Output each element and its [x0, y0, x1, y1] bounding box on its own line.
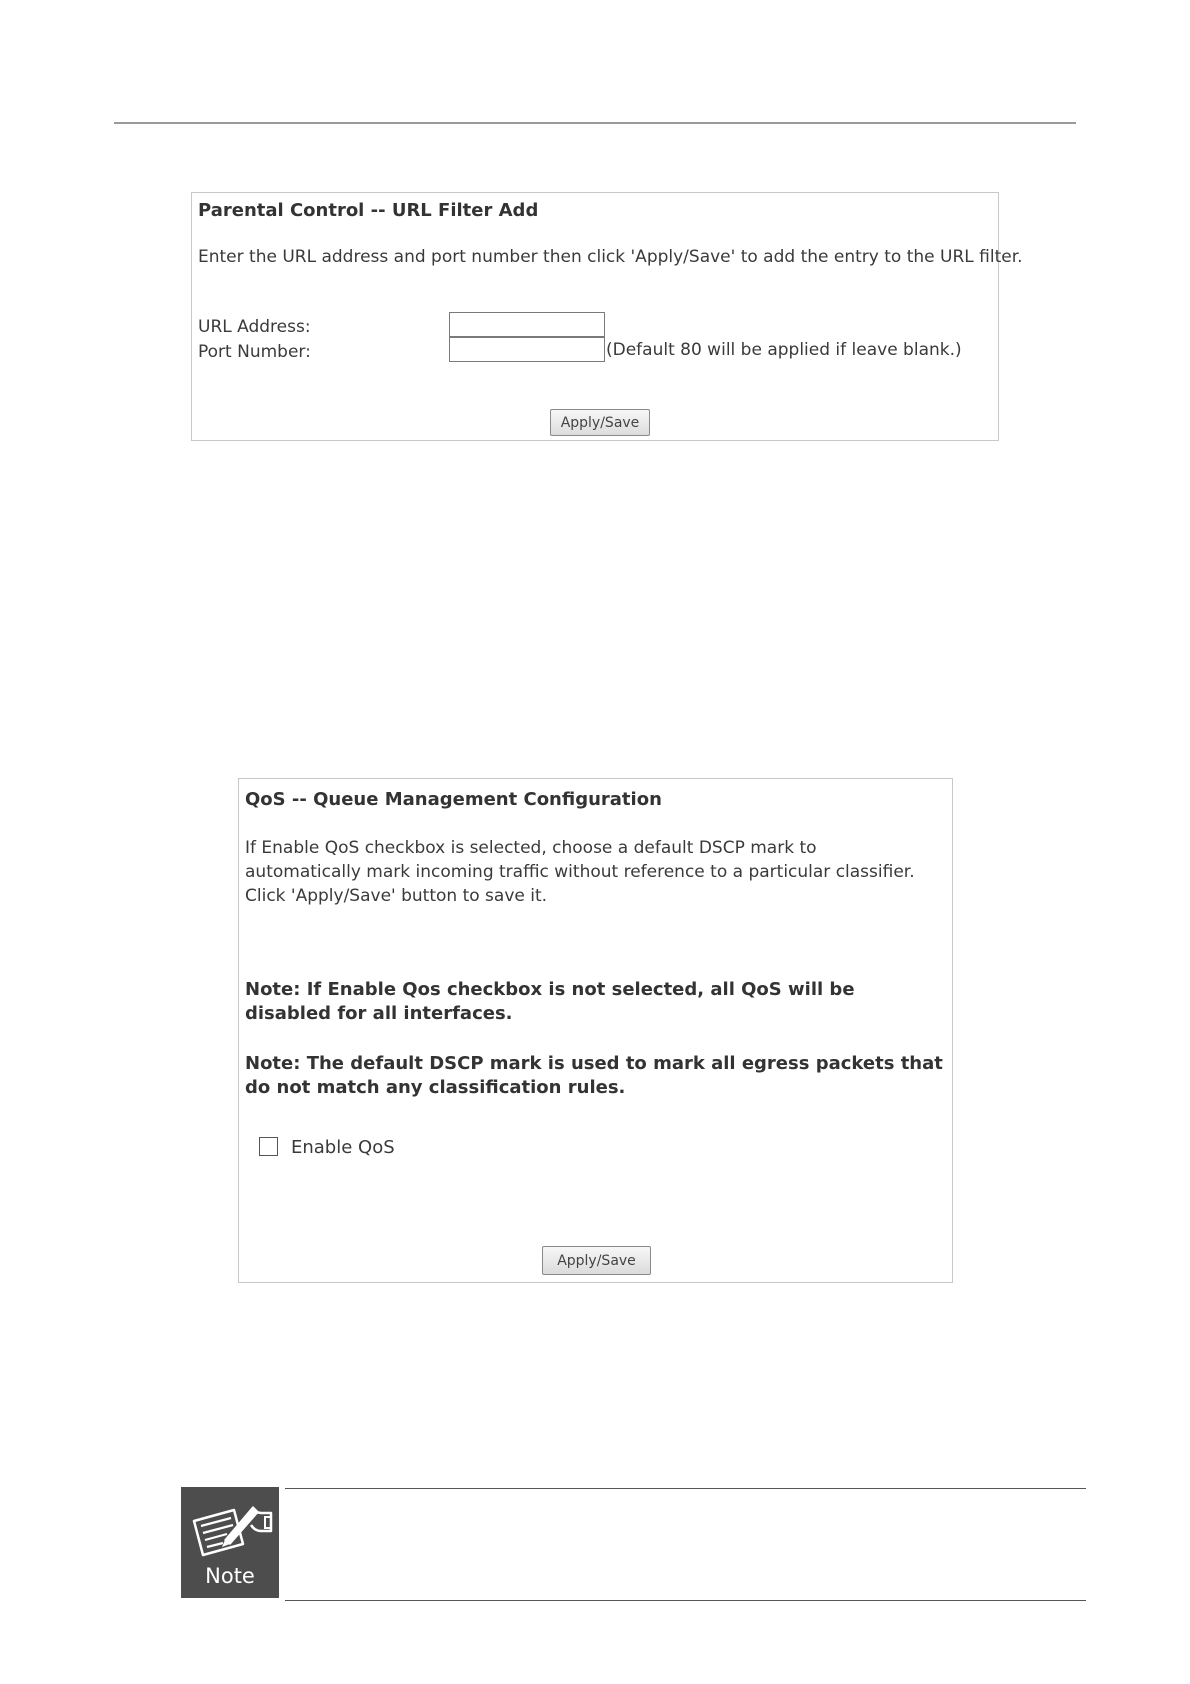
qos-title: QoS -- Queue Management Configuration	[245, 789, 662, 810]
note-pen-icon	[181, 1487, 279, 1565]
port-number-input[interactable]	[449, 337, 605, 362]
url-filter-instructions: Enter the URL address and port number then click 'Apply/Save' to add the entry to the URL filter.	[198, 247, 1023, 267]
url-address-label: URL Address:	[198, 317, 311, 337]
url-filter-panel	[191, 192, 1023, 441]
qos-panel	[238, 778, 953, 1283]
port-number-hint: (Default 80 will be applied if leave blank.)	[606, 340, 962, 360]
url-filter-apply-save-button[interactable]: Apply/Save	[550, 409, 650, 436]
page-top-divider	[114, 122, 1076, 124]
qos-note-default-dscp: Note: The default DSCP mark is used to mark all egress packets that do not match any classification rules.	[245, 1053, 943, 1098]
note-badge-label: Note	[205, 1564, 255, 1588]
port-number-label: Port Number:	[198, 342, 311, 362]
enable-qos-label: Enable QoS	[291, 1137, 395, 1158]
url-address-input[interactable]	[449, 312, 605, 337]
note-top-rule	[285, 1488, 1086, 1489]
qos-description-line-3: Click 'Apply/Save' button to save it.	[245, 886, 548, 906]
qos-apply-save-button[interactable]: Apply/Save	[542, 1246, 651, 1275]
note-badge	[181, 1487, 279, 1598]
enable-qos-checkbox[interactable]	[259, 1137, 278, 1156]
qos-note-disabled: Note: If Enable Qos checkbox is not selected, all QoS will be disabled for all interfaces.	[245, 979, 855, 1024]
qos-description-line-1: If Enable QoS checkbox is selected, choose a default DSCP mark to	[245, 838, 817, 858]
qos-description-line-2: automatically mark incoming traffic without reference to a particular classifier.	[245, 862, 915, 882]
url-filter-title: Parental Control -- URL Filter Add	[198, 200, 539, 221]
note-bottom-rule	[285, 1600, 1086, 1601]
